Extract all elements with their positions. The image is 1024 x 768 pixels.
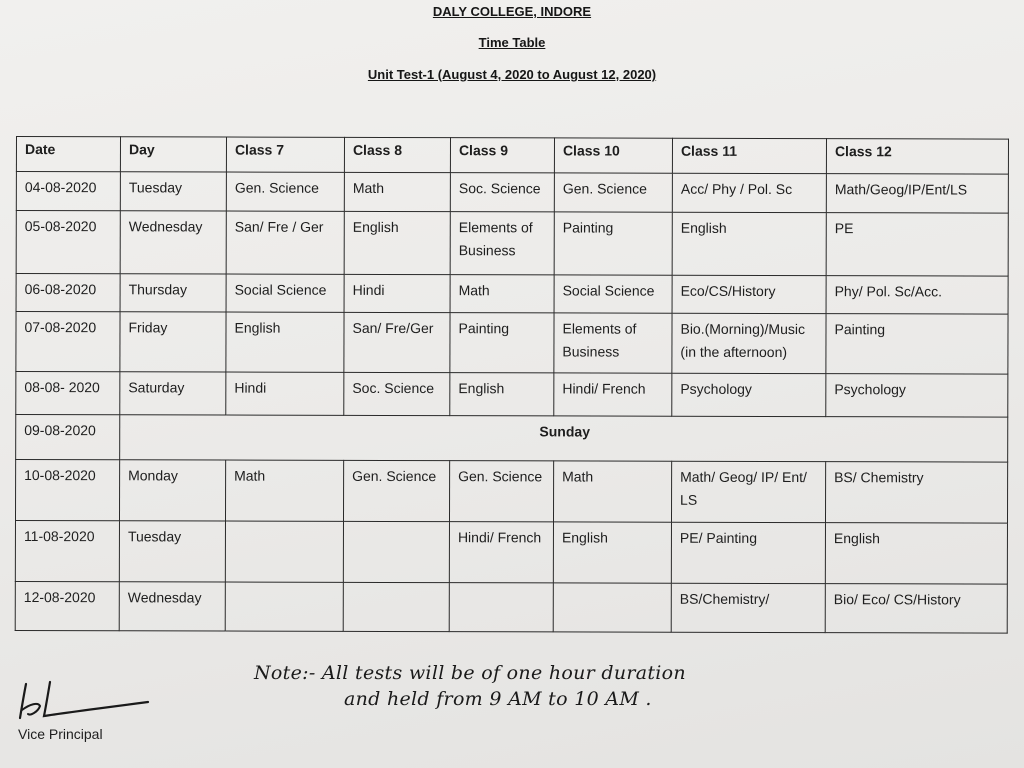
subject-cell: Elements of Business — [554, 313, 672, 373]
subject-cell: PE — [826, 213, 1008, 276]
subject-cell: English — [825, 523, 1007, 584]
day-cell: Wednesday — [120, 211, 226, 274]
subject-cell: Math — [225, 460, 343, 521]
subject-cell — [343, 521, 449, 582]
day-cell: Saturday — [120, 372, 226, 415]
subject-cell: PE/ Painting — [671, 522, 825, 583]
table-row — [16, 312, 1008, 375]
date-cell: 12-08-2020 — [15, 581, 119, 630]
subject-cell — [225, 582, 343, 631]
subject-cell — [449, 583, 553, 632]
subject-cell: English — [672, 212, 826, 275]
subject-cell: Bio/ Eco/ CS/History — [825, 584, 1007, 633]
table-row — [15, 460, 1007, 524]
subject-cell — [343, 582, 449, 631]
signatory-title: Vice Principal — [18, 726, 103, 742]
column-header-date: Date — [16, 137, 120, 172]
date-cell: 11-08-2020 — [15, 521, 119, 582]
subject-cell: Acc/ Phy / Pol. Sc — [672, 173, 826, 212]
column-header-day: Day — [120, 137, 226, 172]
holiday-cell: Sunday — [120, 415, 1008, 462]
date-cell: 10-08-2020 — [15, 460, 119, 521]
column-header-class-7: Class 7 — [226, 137, 344, 172]
handwritten-note — [254, 660, 686, 712]
subject-cell: Hindi — [226, 372, 344, 415]
column-header-class-11: Class 11 — [672, 138, 826, 173]
subject-cell: Math — [450, 275, 554, 313]
subject-cell — [225, 521, 343, 582]
table-row — [16, 372, 1008, 418]
date-cell: 04-08-2020 — [16, 172, 120, 211]
subject-cell: San/ Fre / Ger — [226, 211, 344, 274]
subject-cell: Social Science — [554, 275, 672, 313]
subject-cell: Phy/ Pol. Sc/Acc. — [826, 276, 1008, 314]
subject-cell: Math — [553, 461, 671, 522]
document-title: Time Table — [478, 35, 546, 50]
date-cell: 09-08-2020 — [16, 415, 120, 460]
table-row — [15, 521, 1007, 585]
day-cell: Tuesday — [120, 172, 226, 211]
table-row — [16, 274, 1008, 315]
column-header-class-9: Class 9 — [450, 138, 554, 173]
note-line-2: and held from 9 AM to 10 AM . — [344, 688, 652, 710]
subject-cell: Painting — [554, 212, 672, 275]
date-cell: 06-08-2020 — [16, 274, 120, 312]
subject-cell: English — [344, 211, 450, 274]
exam-subtitle: Unit Test-1 (August 4, 2020 to August 12, 2020) — [367, 67, 657, 82]
subject-cell: Psychology — [826, 374, 1008, 417]
date-cell: 05-08-2020 — [16, 211, 120, 274]
date-cell: 07-08-2020 — [16, 312, 120, 372]
table-row — [16, 211, 1008, 277]
day-cell: Friday — [120, 312, 226, 372]
column-header-class-10: Class 10 — [554, 138, 672, 173]
timetable — [15, 136, 1009, 634]
subject-cell: San/ Fre/Ger — [344, 312, 450, 372]
subject-cell: Math — [344, 172, 450, 211]
subject-cell: BS/Chemistry/ — [671, 583, 825, 632]
table-row — [16, 172, 1008, 214]
subject-cell: Hindi — [344, 274, 450, 312]
subject-cell: Painting — [450, 313, 554, 373]
subject-cell: Hindi/ French — [449, 522, 553, 583]
subject-cell: Gen. Science — [343, 460, 449, 521]
subject-cell: Gen. Science — [226, 172, 344, 211]
subject-cell: Soc. Science — [344, 372, 450, 415]
subject-cell: Psychology — [672, 373, 826, 416]
day-cell: Tuesday — [119, 521, 225, 582]
subject-cell: Gen. Science — [554, 173, 672, 212]
handwritten-signature-icon — [16, 680, 156, 729]
subject-cell: Gen. Science — [449, 461, 553, 522]
table-row — [15, 581, 1007, 633]
subject-cell: Social Science — [226, 274, 344, 312]
subject-cell: Bio.(Morning)/Music (in the afternoon) — [672, 313, 826, 373]
subject-cell: Math/ Geog/ IP/ Ent/ LS — [671, 461, 825, 522]
subject-cell: Hindi/ French — [554, 373, 672, 416]
column-header-class-12: Class 12 — [826, 139, 1008, 174]
subject-cell: English — [450, 373, 554, 416]
day-cell: Thursday — [120, 274, 226, 312]
subject-cell: BS/ Chemistry — [825, 462, 1007, 523]
subject-cell: Math/Geog/IP/Ent/LS — [826, 174, 1008, 213]
subject-cell — [553, 583, 671, 632]
column-header-class-8: Class 8 — [344, 137, 450, 172]
note-line-1: Note:- All tests will be of one hour duration — [254, 662, 686, 684]
subject-cell: English — [553, 522, 671, 583]
subject-cell: English — [226, 312, 344, 372]
day-cell: Wednesday — [119, 582, 225, 631]
table-row — [16, 415, 1008, 463]
subject-cell: Soc. Science — [450, 173, 554, 212]
subject-cell: Eco/CS/History — [672, 275, 826, 313]
date-cell: 08-08- 2020 — [16, 372, 120, 415]
subject-cell: Elements of Business — [450, 212, 554, 275]
subject-cell: Painting — [826, 314, 1008, 374]
day-cell: Monday — [119, 460, 225, 521]
table-header-row — [16, 137, 1008, 175]
institution-heading: DALY COLLEGE, INDORE — [432, 4, 592, 19]
